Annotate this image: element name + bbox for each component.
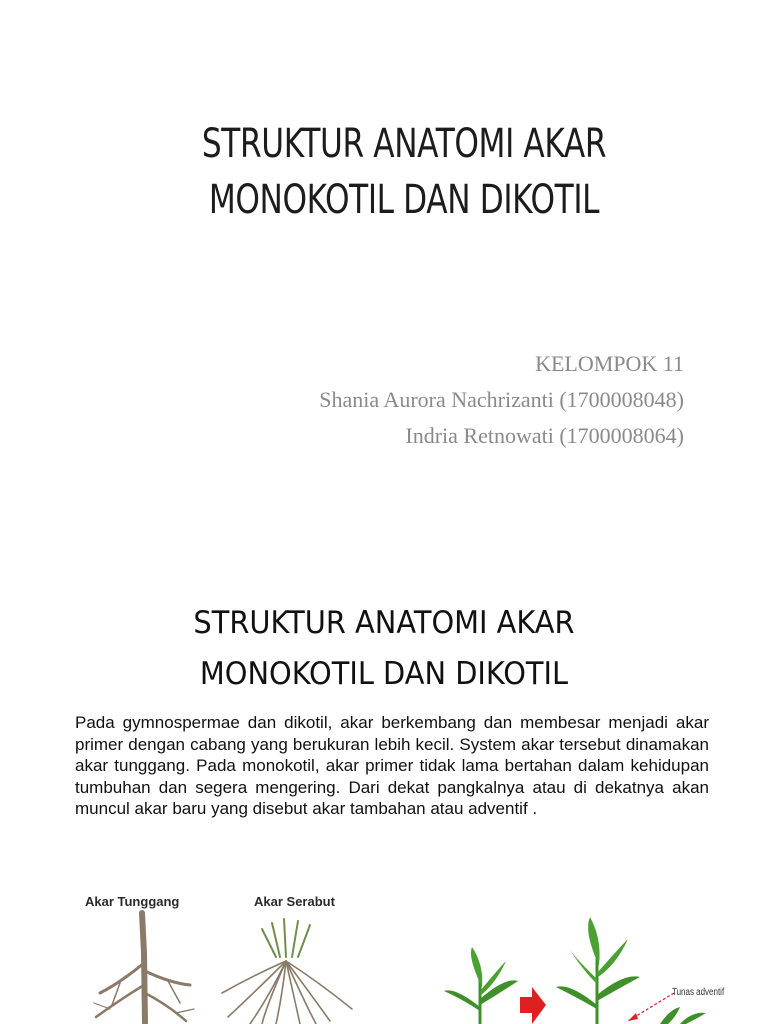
plant-small-illustration [650,1007,710,1024]
slide-title [89,116,719,228]
group-label: KELOMPOK 11 [535,351,684,376]
fibrous-root-label: Akar Serabut [254,894,335,909]
slide-title [27,598,741,700]
tap-root-illustration [90,913,200,1024]
content-slide [0,562,768,1024]
title-line-1: STRUKTUR ANATOMI AKAR [193,605,575,641]
slide-subtitle [319,346,684,454]
title-line-1: STRUKTUR ANATOMI AKAR [201,121,607,167]
root-types-figure [60,867,768,1024]
title-line-2: MONOKOTIL DAN DIKOTIL [199,656,569,692]
adventitious-label: Tunas adventif [672,987,725,998]
plant-left-illustration [440,947,520,1024]
title-line-2: MONOKOTIL DAN DIKOTIL [208,177,600,223]
tap-root-label: Akar Tunggang [85,894,180,909]
arrow-icon [520,987,546,1024]
fibrous-root-illustration [220,917,360,1024]
author-1: Shania Aurora Nachrizanti (1700008048) [319,387,684,412]
author-2: Indria Retnowati (1700008064) [405,423,684,448]
body-paragraph: Pada gymnospermae dan dikotil, akar berkembang dan membesar menjadi akar primer dengan cabang yang berukuran lebih kecil. System akar tersebut dinamakan akar tunggang. Pada monokotil, akar primer tidak lama bertahan dalam kehidupan tumbuhan dan segera mengering. Dari dekat pangkalnya atau di dekatnya akan muncul akar baru yang disebut akar tambahan atau adventif . [75,713,709,818]
